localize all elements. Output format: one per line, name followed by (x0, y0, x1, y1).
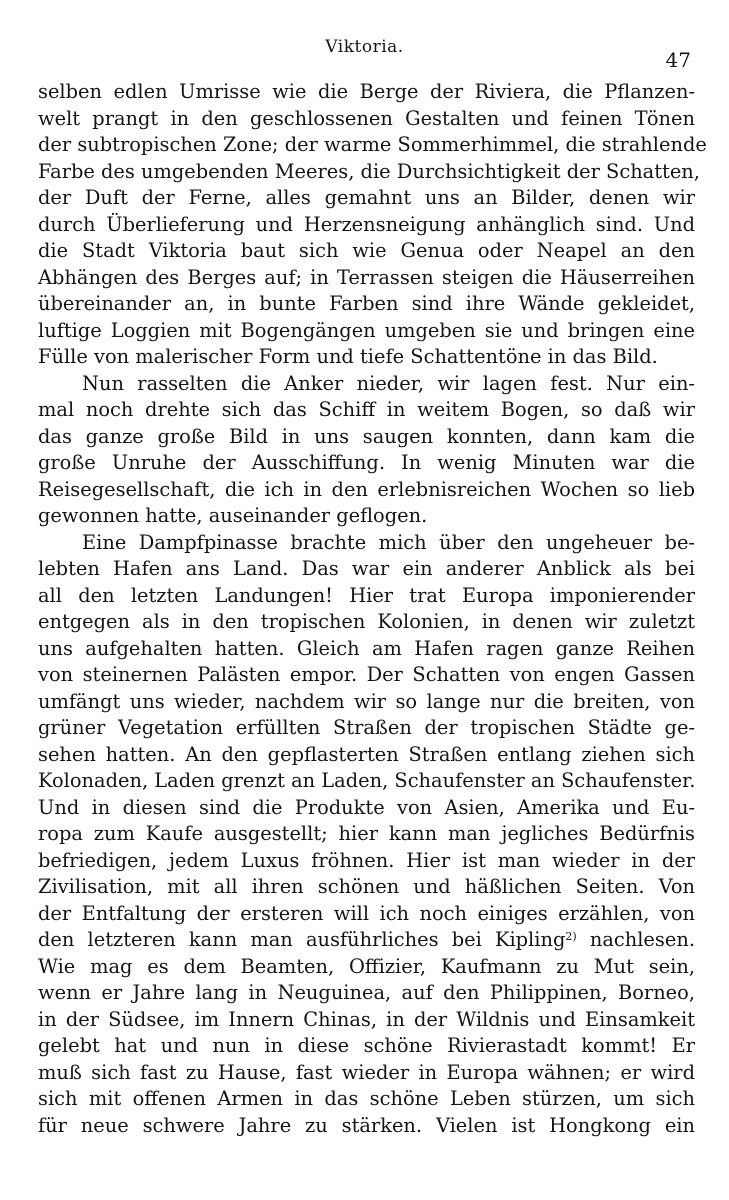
text-line-with-footnote (38, 927, 695, 954)
text-line: Wie mag es dem Beamten, Offizier, Kaufmann zu Mut sein, (38, 954, 695, 978)
text-line: Zivilisation, mit all ihren schönen und häßlichen Seiten. Von (38, 875, 695, 898)
text-line: befriedigen, jedem Luxus fröhnen. Hier ist man wieder in der (38, 848, 695, 872)
text-line: von steinernen Palästen empor. Der Schatten von engen Gassen (38, 663, 695, 686)
running-title: Viktoria. (325, 37, 404, 57)
text-segment: den letzteren kann man ausführliches bei Kipling (38, 928, 566, 951)
text-line: lebten Hafen ans Land. Das war ein anderer Anblick als bei (38, 557, 695, 580)
text-line: selben edlen Umrisse wie die Berge der Riviera, die Pflanzen- (38, 80, 695, 103)
text-line: welt prangt in den geschlossenen Gestalten und feinen Tönen (38, 106, 695, 130)
text-line: große Unruhe der Ausschiffung. In wenig Minuten war die (38, 451, 695, 474)
paragraph-start-line: Eine Dampfpinasse brachte mich über den ungeheuer be- (82, 530, 695, 554)
text-line: die Stadt Viktoria baut sich wie Genua oder Neapel an den (38, 239, 695, 262)
body-text (38, 79, 707, 1139)
text-line: der Duft der Ferne, alles gemahnt uns an Bilder, denen wir (38, 186, 695, 209)
paragraph-end-line: Fülle von malerischer Form und tiefe Schattentöne in das Bild. (38, 345, 658, 368)
text-line: sehen hatten. An den gepflasterten Straßen entlang ziehen sich (38, 742, 695, 766)
text-line: in der Südsee, im Innern Chinas, in der Wildnis und Einsamkeit (38, 1007, 695, 1031)
text-line: uns aufgehalten hatten. Gleich am Hafen ragen ganze Reihen (38, 636, 695, 660)
text-line: entgegen als in den tropischen Kolonien, in denen wir zuletzt (38, 610, 695, 633)
text-line: luftige Loggien mit Bogengängen umgeben sie und bringen eine (38, 318, 695, 342)
footnote-marker: 2) (565, 930, 577, 943)
text-line: Reisegesellschaft, die ich in den erlebnisreichen Wochen so lieb (38, 477, 695, 501)
text-line: Kolonaden, Laden grenzt an Laden, Schaufenster an Schaufenster. (38, 769, 696, 792)
text-line: der subtropischen Zone; der warme Sommerhimmel, die strahlende (38, 133, 707, 156)
page-number: 47 (665, 48, 691, 72)
paragraph-start-line: Nun rasselten die Anker nieder, wir lagen fest. Nur ein- (82, 371, 695, 395)
text-line: mal noch drehte sich das Schiff in weitem Bogen, so daß wir (38, 398, 695, 421)
text-line: der Entfaltung der ersteren will ich noch einiges erzählen, von (38, 901, 695, 925)
text-line: sich mit offenen Armen in das schöne Leben stürzen, um sich (38, 1087, 695, 1110)
text-line: das ganze große Bild in uns saugen konnten, dann kam die (38, 424, 695, 448)
text-segment: nachlesen. (576, 928, 695, 951)
text-line: grüner Vegetation erfüllten Straßen der tropischen Städte ge- (38, 716, 695, 739)
text-line: übereinander an, in bunte Farben sind ihre Wände gekleidet, (38, 292, 695, 315)
text-line: all den letzten Landungen! Hier trat Europa imponierender (38, 583, 695, 607)
text-line: umfängt uns wieder, nachdem wir so lange nur die breiten, von (38, 689, 695, 713)
text-line: durch Überlieferung und Herzensneigung anhänglich sind. Und (38, 212, 695, 236)
text-line: Und in diesen sind die Produkte von Asien, Amerika und Eu- (38, 795, 695, 819)
text-line: muß sich fast zu Hause, fast wieder in Europa wähnen; er wird (38, 1060, 695, 1084)
text-line: Farbe des umgebenden Meeres, die Durchsichtigkeit der Schatten, (38, 159, 700, 183)
paragraph-end-line: gewonnen hatte, auseinander geflogen. (38, 504, 428, 527)
text-line: für neue schwere Jahre zu stärken. Vielen ist Hongkong ein (38, 1113, 695, 1137)
text-line: Abhängen des Berges auf; in Terrassen steigen die Häuserreihen (38, 265, 695, 289)
text-line: wenn er Jahre lang in Neuguinea, auf den Philippinen, Borneo, (38, 981, 695, 1004)
text-line: ropa zum Kaufe ausgestellt; hier kann man jegliches Bedürfnis (38, 822, 695, 845)
text-line: gelebt hat und nun in diese schöne Rivierastadt kommt! Er (38, 1034, 695, 1057)
